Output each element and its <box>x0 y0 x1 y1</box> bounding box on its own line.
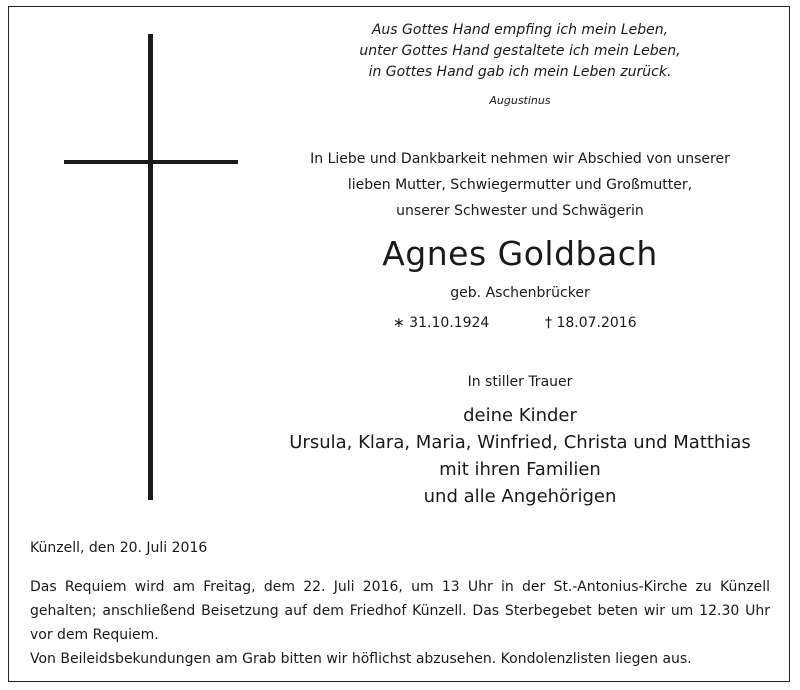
cross-symbol <box>148 34 153 500</box>
mourner-line: deine Kinder <box>463 405 577 426</box>
mourner-line: mit ihren Familien <box>439 459 601 480</box>
intro-text <box>270 146 770 224</box>
deceased-name: Agnes Goldbach <box>382 234 658 273</box>
intro-line: In Liebe und Dankbarkeit nehmen wir Abschied von unserer <box>310 151 730 167</box>
bible-quote <box>270 20 770 83</box>
quote-line: unter Gottes Hand gestaltete ich mein Leben, <box>359 43 681 59</box>
mourning-heading: In stiller Trauer <box>467 374 573 390</box>
mourner-line: und alle Angehörigen <box>423 486 617 507</box>
condolences-paragraph: Von Beileidsbekundungen am Grab bitten wir höflichst abzusehen. Kondolenzlisten liegen aus. <box>30 651 692 667</box>
place-and-date: Künzell, den 20. Juli 2016 <box>30 540 208 556</box>
mourner-line: Ursula, Klara, Maria, Winfried, Christa und Matthias <box>289 432 751 453</box>
quote-line: in Gottes Hand gab ich mein Leben zurück. <box>368 64 672 80</box>
quote-line: Aus Gottes Hand empfing ich mein Leben, <box>371 22 669 38</box>
mourners-list <box>270 402 770 510</box>
requiem-paragraph: Das Requiem wird am Freitag, dem 22. Juli 2016, um 13 Uhr in der St.-Antonius-Kirche zu Künzell gehalten; anschließend Beisetzung auf dem Friedhof Künzell. Das Sterbegebet beten wir um 12.30 Uhr vor dem Requiem. <box>30 579 770 643</box>
cross-symbol-crossbar <box>64 160 238 164</box>
death-date: † 18.07.2016 <box>545 315 637 331</box>
birth-name: geb. Aschenbrücker <box>450 285 590 301</box>
funeral-notice <box>30 575 770 671</box>
intro-line: lieben Mutter, Schwiegermutter und Großmutter, <box>347 177 693 193</box>
birth-date: ∗ 31.10.1924 <box>393 315 490 331</box>
quote-author: Augustinus <box>489 94 551 107</box>
intro-line: unserer Schwester und Schwägerin <box>396 203 644 219</box>
